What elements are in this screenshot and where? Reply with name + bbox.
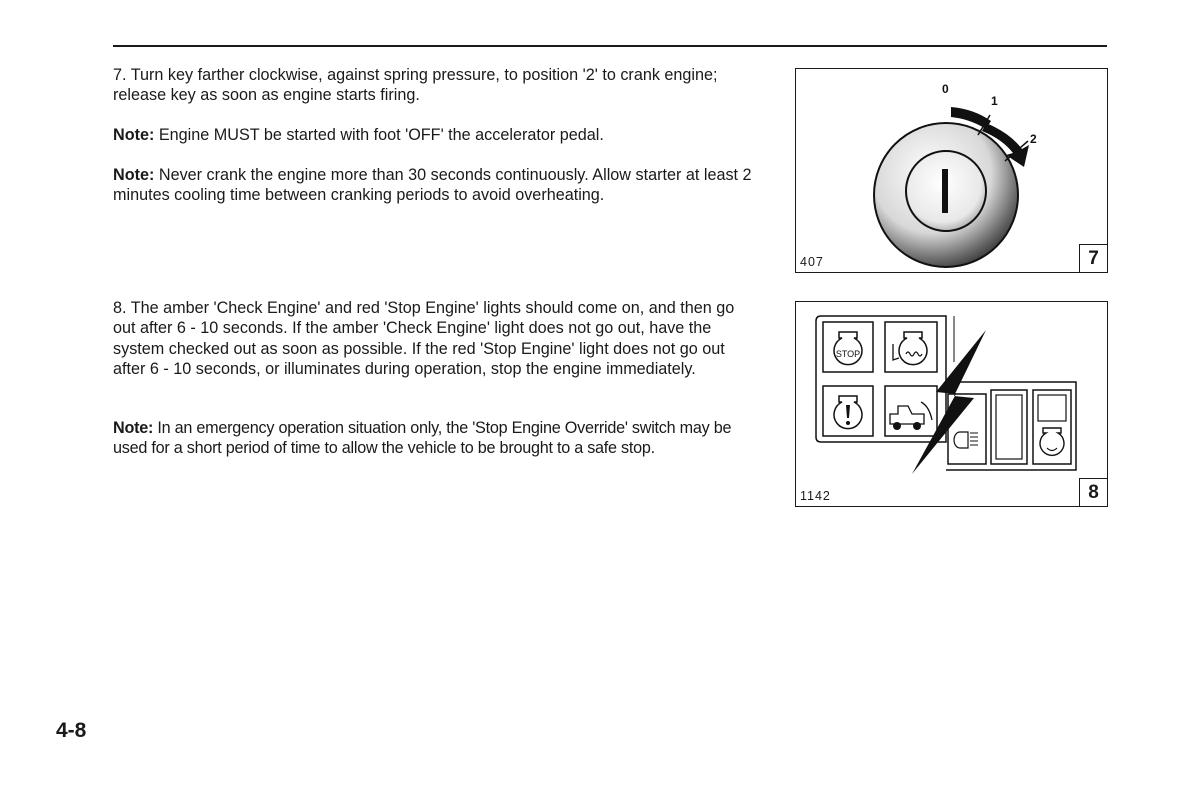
figure-id: 407 (800, 255, 824, 269)
step-7-text: 7. Turn key farther clockwise, against spring pressure, to position '2' to crank engine; release key as soon as engine starts firing. (113, 66, 718, 105)
figure-number: 8 (1079, 478, 1108, 507)
header-rule (113, 45, 1107, 47)
engine-warning-panel-icon (796, 302, 1107, 506)
note-engine-start (113, 125, 763, 145)
figure-8 (795, 301, 1108, 507)
page-number: 4-8 (56, 719, 87, 742)
stop-label: STOP (835, 349, 861, 359)
note-override (113, 418, 758, 459)
figure-id: 1142 (800, 489, 831, 503)
figure-number: 7 (1079, 244, 1108, 273)
ignition-key-switch-icon (796, 69, 1107, 272)
figure-7 (795, 68, 1108, 273)
note-label: Note: (113, 419, 154, 437)
key-slot (942, 169, 948, 213)
step-8-text: 8. The amber 'Check Engine' and red 'Stop Engine' lights should come on, and then go out after 6 - 10 seconds. If the amber 'Check Engine' light does not go out, have the system checked out as soon as possible. If the red 'Stop Engine' light does not go out after 6 - 10 seconds, or illuminates during operation, stop the engine immediately. (113, 299, 735, 378)
position-2: 2 (1030, 132, 1037, 146)
note-text: Never crank the engine more than 30 seconds continuously. Allow starter at least 2 minutes cooling time between cranking periods to avoid overheating. (113, 166, 752, 205)
note-label: Note: (113, 166, 155, 184)
note-text: In an emergency operation situation only, the 'Stop Engine Override' switch may be used for a short period of time to allow the vehicle to be brought to a safe stop. (113, 419, 732, 458)
note-cranking (113, 165, 763, 206)
note-text: Engine MUST be started with foot 'OFF' the accelerator pedal. (154, 126, 604, 144)
stop-engine-override-switch (1033, 390, 1071, 464)
position-0: 0 (942, 82, 949, 96)
note-label: Note: (113, 126, 155, 144)
position-1: 1 (991, 94, 998, 108)
